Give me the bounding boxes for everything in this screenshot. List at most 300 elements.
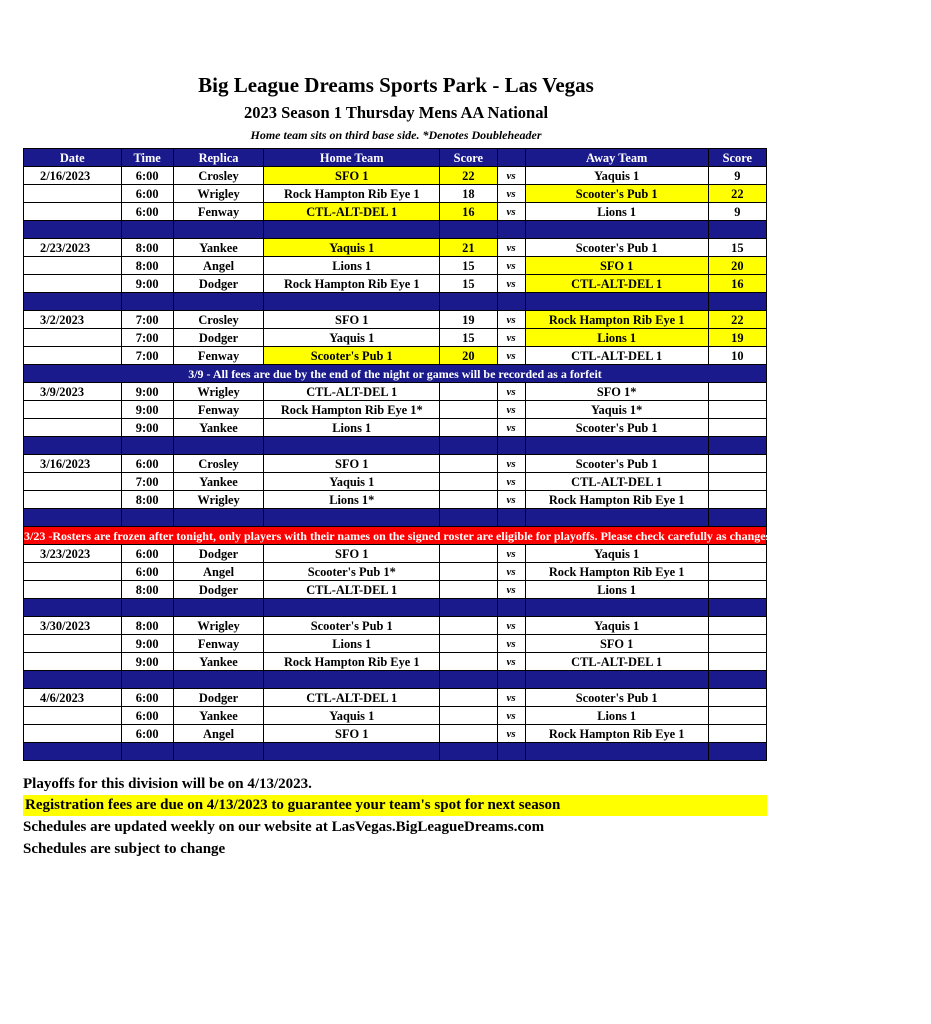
away-team: Yaquis 1 <box>525 617 708 635</box>
separator-cell <box>121 293 173 311</box>
season-subtitle: 2023 Season 1 Thursday Mens AA National <box>243 103 549 122</box>
game-time: 6:00 <box>121 455 173 473</box>
vs-label: vs <box>497 239 525 257</box>
game-row <box>24 707 767 725</box>
field-replica: Dodger <box>173 275 263 293</box>
home-score <box>440 419 497 437</box>
home-score: 18 <box>440 185 497 203</box>
week-separator-row <box>24 293 767 311</box>
away-team: Scooter's Pub 1 <box>525 239 708 257</box>
separator-cell <box>708 599 766 617</box>
game-date <box>24 473 122 491</box>
away-score: 22 <box>708 311 766 329</box>
home-team: CTL-ALT-DEL 1 <box>264 203 440 221</box>
away-score <box>708 401 766 419</box>
home-score: 19 <box>440 311 497 329</box>
home-score <box>440 707 497 725</box>
home-score <box>440 653 497 671</box>
field-replica: Yankee <box>173 239 263 257</box>
away-score <box>708 419 766 437</box>
separator-cell <box>173 599 263 617</box>
home-team: SFO 1 <box>264 311 440 329</box>
away-team: Scooter's Pub 1 <box>525 689 708 707</box>
field-replica: Fenway <box>173 401 263 419</box>
home-team: CTL-ALT-DEL 1 <box>264 689 440 707</box>
week-separator-row <box>24 671 767 689</box>
field-replica: Wrigley <box>173 383 263 401</box>
col-header-replica: Replica <box>173 149 263 167</box>
home-score <box>440 563 497 581</box>
game-time: 9:00 <box>121 383 173 401</box>
separator-cell <box>264 599 440 617</box>
game-row <box>24 329 767 347</box>
vs-label: vs <box>497 329 525 347</box>
game-date <box>24 401 122 419</box>
vs-label: vs <box>497 563 525 581</box>
separator-cell <box>173 743 263 761</box>
field-replica: Angel <box>173 725 263 743</box>
game-row <box>24 545 767 563</box>
separator-cell <box>708 743 766 761</box>
away-score <box>708 635 766 653</box>
game-row <box>24 239 767 257</box>
game-time: 8:00 <box>121 617 173 635</box>
game-time: 9:00 <box>121 635 173 653</box>
table-header-row <box>24 149 767 167</box>
game-time: 8:00 <box>121 581 173 599</box>
game-date: 3/23/2023 <box>24 545 122 563</box>
game-time: 8:00 <box>121 491 173 509</box>
field-replica: Crosley <box>173 167 263 185</box>
separator-cell <box>525 743 708 761</box>
away-score <box>708 473 766 491</box>
vs-label: vs <box>497 275 525 293</box>
game-date: 3/30/2023 <box>24 617 122 635</box>
separator-cell <box>440 671 497 689</box>
away-team: CTL-ALT-DEL 1 <box>525 473 708 491</box>
separator-cell <box>708 671 766 689</box>
home-score <box>440 491 497 509</box>
separator-cell <box>497 509 525 527</box>
vs-label: vs <box>497 167 525 185</box>
game-time: 6:00 <box>121 185 173 203</box>
game-date <box>24 725 122 743</box>
game-date <box>24 275 122 293</box>
field-replica: Crosley <box>173 455 263 473</box>
game-time: 9:00 <box>121 275 173 293</box>
home-team: Lions 1 <box>264 257 440 275</box>
field-replica: Yankee <box>173 653 263 671</box>
field-replica: Angel <box>173 257 263 275</box>
separator-cell <box>24 599 122 617</box>
separator-cell <box>264 671 440 689</box>
game-row <box>24 473 767 491</box>
game-time: 7:00 <box>121 329 173 347</box>
game-time: 6:00 <box>121 707 173 725</box>
game-time: 7:00 <box>121 347 173 365</box>
separator-cell <box>497 437 525 455</box>
field-replica: Wrigley <box>173 491 263 509</box>
away-team: Yaquis 1 <box>525 167 708 185</box>
home-score <box>440 617 497 635</box>
home-score: 21 <box>440 239 497 257</box>
away-team: Yaquis 1* <box>525 401 708 419</box>
separator-cell <box>121 599 173 617</box>
away-score: 19 <box>708 329 766 347</box>
game-date <box>24 329 122 347</box>
home-team: SFO 1 <box>264 725 440 743</box>
vs-label: vs <box>497 401 525 419</box>
website-note: Schedules are updated weekly on our website at LasVegas.BigLeagueDreams.com <box>23 819 545 835</box>
home-score <box>440 689 497 707</box>
vs-label: vs <box>497 383 525 401</box>
away-score <box>708 581 766 599</box>
game-time: 6:00 <box>121 725 173 743</box>
away-team: Rock Hampton Rib Eye 1 <box>525 311 708 329</box>
home-score: 15 <box>440 275 497 293</box>
separator-cell <box>24 671 122 689</box>
away-score: 9 <box>708 203 766 221</box>
separator-cell <box>173 221 263 239</box>
vs-label: vs <box>497 725 525 743</box>
separator-cell <box>121 671 173 689</box>
separator-cell <box>24 221 122 239</box>
col-header-home-team: Home Team <box>264 149 440 167</box>
separator-cell <box>173 293 263 311</box>
away-score <box>708 491 766 509</box>
game-row <box>24 491 767 509</box>
home-team: SFO 1 <box>264 167 440 185</box>
game-row <box>24 401 767 419</box>
separator-cell <box>173 509 263 527</box>
notice-text: 3/23 -Rosters are frozen after tonight, only players with their names on the signed roster are eligible for playoffs. Please check carefully as changes will not be made for omissions. <box>24 528 931 543</box>
game-date <box>24 419 122 437</box>
separator-cell <box>497 671 525 689</box>
vs-label: vs <box>497 653 525 671</box>
col-header-vs <box>497 149 525 167</box>
home-score <box>440 383 497 401</box>
away-score <box>708 689 766 707</box>
game-row <box>24 311 767 329</box>
separator-cell <box>24 509 122 527</box>
field-replica: Angel <box>173 563 263 581</box>
game-time: 7:00 <box>121 473 173 491</box>
separator-cell <box>708 221 766 239</box>
home-score <box>440 581 497 599</box>
game-row <box>24 653 767 671</box>
away-team: SFO 1* <box>525 383 708 401</box>
separator-cell <box>173 671 263 689</box>
game-time: 9:00 <box>121 653 173 671</box>
game-row <box>24 419 767 437</box>
game-time: 6:00 <box>121 563 173 581</box>
away-score: 15 <box>708 239 766 257</box>
away-score <box>708 617 766 635</box>
away-team: SFO 1 <box>525 257 708 275</box>
vs-label: vs <box>497 455 525 473</box>
vs-label: vs <box>497 473 525 491</box>
home-score: 15 <box>440 329 497 347</box>
game-date: 2/16/2023 <box>24 167 122 185</box>
separator-cell <box>121 437 173 455</box>
separator-cell <box>525 599 708 617</box>
separator-cell <box>173 437 263 455</box>
game-row <box>24 725 767 743</box>
home-team: Lions 1 <box>264 635 440 653</box>
away-team: Scooter's Pub 1 <box>525 455 708 473</box>
week-separator-row <box>24 743 767 761</box>
schedule-body <box>24 167 931 761</box>
separator-cell <box>708 509 766 527</box>
vs-label: vs <box>497 545 525 563</box>
away-team: CTL-ALT-DEL 1 <box>525 653 708 671</box>
vs-label: vs <box>497 707 525 725</box>
field-replica: Dodger <box>173 545 263 563</box>
away-team: CTL-ALT-DEL 1 <box>525 347 708 365</box>
away-team: Lions 1 <box>525 203 708 221</box>
week-separator-row <box>24 437 767 455</box>
home-team: Scooter's Pub 1* <box>264 563 440 581</box>
schedule-table <box>23 148 931 761</box>
change-note: Schedules are subject to change <box>23 841 226 857</box>
home-team: Scooter's Pub 1 <box>264 617 440 635</box>
away-score <box>708 563 766 581</box>
vs-label: vs <box>497 347 525 365</box>
home-team: Scooter's Pub 1 <box>264 347 440 365</box>
home-team: Lions 1 <box>264 419 440 437</box>
registration-note: Registration fees are due on 4/13/2023 to guarantee your team's spot for next season <box>23 795 767 816</box>
schedule-note: Home team sits on third base side. *Denotes Doubleheader <box>250 128 542 142</box>
notice-row <box>24 365 767 383</box>
home-team: Rock Hampton Rib Eye 1 <box>264 275 440 293</box>
separator-cell <box>708 437 766 455</box>
page-title: Big League Dreams Sports Park - Las Vegas <box>198 73 594 97</box>
home-team: Yaquis 1 <box>264 707 440 725</box>
separator-cell <box>264 437 440 455</box>
away-score <box>708 455 766 473</box>
game-row <box>24 617 767 635</box>
away-score: 16 <box>708 275 766 293</box>
col-header-home-score: Score <box>440 149 497 167</box>
vs-label: vs <box>497 689 525 707</box>
game-time: 7:00 <box>121 311 173 329</box>
game-row <box>24 689 767 707</box>
away-team: Rock Hampton Rib Eye 1 <box>525 725 708 743</box>
away-score <box>708 383 766 401</box>
away-score <box>708 707 766 725</box>
separator-cell <box>264 509 440 527</box>
game-date <box>24 653 122 671</box>
separator-cell <box>121 743 173 761</box>
game-date <box>24 347 122 365</box>
away-team: CTL-ALT-DEL 1 <box>525 275 708 293</box>
separator-cell <box>440 437 497 455</box>
home-score <box>440 401 497 419</box>
home-team: SFO 1 <box>264 545 440 563</box>
home-team: Rock Hampton Rib Eye 1 <box>264 653 440 671</box>
separator-cell <box>440 221 497 239</box>
away-team: Rock Hampton Rib Eye 1 <box>525 491 708 509</box>
vs-label: vs <box>497 491 525 509</box>
game-row <box>24 581 767 599</box>
game-date: 2/23/2023 <box>24 239 122 257</box>
vs-label: vs <box>497 635 525 653</box>
game-row <box>24 203 767 221</box>
vs-label: vs <box>497 257 525 275</box>
game-date <box>24 563 122 581</box>
field-replica: Yankee <box>173 707 263 725</box>
game-date: 4/6/2023 <box>24 689 122 707</box>
game-row <box>24 455 767 473</box>
home-score <box>440 473 497 491</box>
field-replica: Fenway <box>173 203 263 221</box>
field-replica: Dodger <box>173 329 263 347</box>
separator-cell <box>708 293 766 311</box>
away-team: Rock Hampton Rib Eye 1 <box>525 563 708 581</box>
away-score: 20 <box>708 257 766 275</box>
separator-cell <box>497 743 525 761</box>
col-header-date: Date <box>24 149 122 167</box>
week-separator-row <box>24 221 767 239</box>
game-date <box>24 581 122 599</box>
game-time: 6:00 <box>121 167 173 185</box>
separator-cell <box>497 293 525 311</box>
game-date <box>24 203 122 221</box>
away-team: SFO 1 <box>525 635 708 653</box>
game-time: 6:00 <box>121 203 173 221</box>
col-header-time: Time <box>121 149 173 167</box>
game-time: 6:00 <box>121 545 173 563</box>
home-team: Rock Hampton Rib Eye 1* <box>264 401 440 419</box>
separator-cell <box>264 293 440 311</box>
separator-cell <box>497 599 525 617</box>
field-replica: Yankee <box>173 419 263 437</box>
game-row <box>24 383 767 401</box>
vs-label: vs <box>497 617 525 635</box>
separator-cell <box>24 437 122 455</box>
week-separator-row <box>24 509 767 527</box>
separator-cell <box>121 221 173 239</box>
vs-label: vs <box>497 203 525 221</box>
game-date: 3/9/2023 <box>24 383 122 401</box>
away-score: 9 <box>708 167 766 185</box>
game-date <box>24 635 122 653</box>
away-team: Scooter's Pub 1 <box>525 185 708 203</box>
separator-cell <box>497 221 525 239</box>
vs-label: vs <box>497 185 525 203</box>
away-team: Lions 1 <box>525 329 708 347</box>
field-replica: Fenway <box>173 347 263 365</box>
home-score <box>440 455 497 473</box>
field-replica: Crosley <box>173 311 263 329</box>
home-score <box>440 725 497 743</box>
home-score: 15 <box>440 257 497 275</box>
field-replica: Wrigley <box>173 617 263 635</box>
game-time: 9:00 <box>121 419 173 437</box>
notice-text: 3/9 - All fees are due by the end of the night or games will be recorded as a forfeit <box>24 365 767 383</box>
field-replica: Wrigley <box>173 185 263 203</box>
home-team: Yaquis 1 <box>264 329 440 347</box>
game-row <box>24 347 767 365</box>
separator-cell <box>440 599 497 617</box>
away-team: Scooter's Pub 1 <box>525 419 708 437</box>
separator-cell <box>440 743 497 761</box>
game-row <box>24 185 767 203</box>
game-time: 9:00 <box>121 401 173 419</box>
separator-cell <box>525 221 708 239</box>
separator-cell <box>525 293 708 311</box>
game-date: 3/16/2023 <box>24 455 122 473</box>
game-row <box>24 635 767 653</box>
game-date <box>24 185 122 203</box>
game-row <box>24 167 767 185</box>
game-date <box>24 491 122 509</box>
home-team: Rock Hampton Rib Eye 1 <box>264 185 440 203</box>
home-score: 22 <box>440 167 497 185</box>
home-score: 20 <box>440 347 497 365</box>
field-replica: Dodger <box>173 581 263 599</box>
separator-cell <box>264 743 440 761</box>
home-team: Lions 1* <box>264 491 440 509</box>
game-time: 8:00 <box>121 257 173 275</box>
home-team: CTL-ALT-DEL 1 <box>264 581 440 599</box>
game-time: 8:00 <box>121 239 173 257</box>
away-score <box>708 545 766 563</box>
game-date <box>24 257 122 275</box>
separator-cell <box>525 671 708 689</box>
away-team: Yaquis 1 <box>525 545 708 563</box>
home-score: 16 <box>440 203 497 221</box>
col-header-away-team: Away Team <box>525 149 708 167</box>
week-separator-row <box>24 599 767 617</box>
col-header-away-score: Score <box>708 149 766 167</box>
home-score <box>440 635 497 653</box>
game-date: 3/2/2023 <box>24 311 122 329</box>
separator-cell <box>121 509 173 527</box>
field-replica: Yankee <box>173 473 263 491</box>
separator-cell <box>440 293 497 311</box>
away-score: 10 <box>708 347 766 365</box>
separator-cell <box>264 221 440 239</box>
away-team: Lions 1 <box>525 581 708 599</box>
separator-cell <box>525 509 708 527</box>
separator-cell <box>525 437 708 455</box>
game-time: 6:00 <box>121 689 173 707</box>
field-replica: Fenway <box>173 635 263 653</box>
game-row <box>24 275 767 293</box>
vs-label: vs <box>497 581 525 599</box>
home-score <box>440 545 497 563</box>
game-date <box>24 707 122 725</box>
field-replica: Dodger <box>173 689 263 707</box>
vs-label: vs <box>497 419 525 437</box>
away-score <box>708 725 766 743</box>
playoffs-note: Playoffs for this division will be on 4/13/2023. <box>23 776 312 792</box>
game-row <box>24 257 767 275</box>
vs-label: vs <box>497 311 525 329</box>
home-team: SFO 1 <box>264 455 440 473</box>
away-score <box>708 653 766 671</box>
separator-cell <box>440 509 497 527</box>
notice-row <box>24 527 767 545</box>
game-row <box>24 563 767 581</box>
home-team: Yaquis 1 <box>264 473 440 491</box>
away-team: Lions 1 <box>525 707 708 725</box>
separator-cell <box>24 293 122 311</box>
home-team: Yaquis 1 <box>264 239 440 257</box>
away-score: 22 <box>708 185 766 203</box>
separator-cell <box>24 743 122 761</box>
